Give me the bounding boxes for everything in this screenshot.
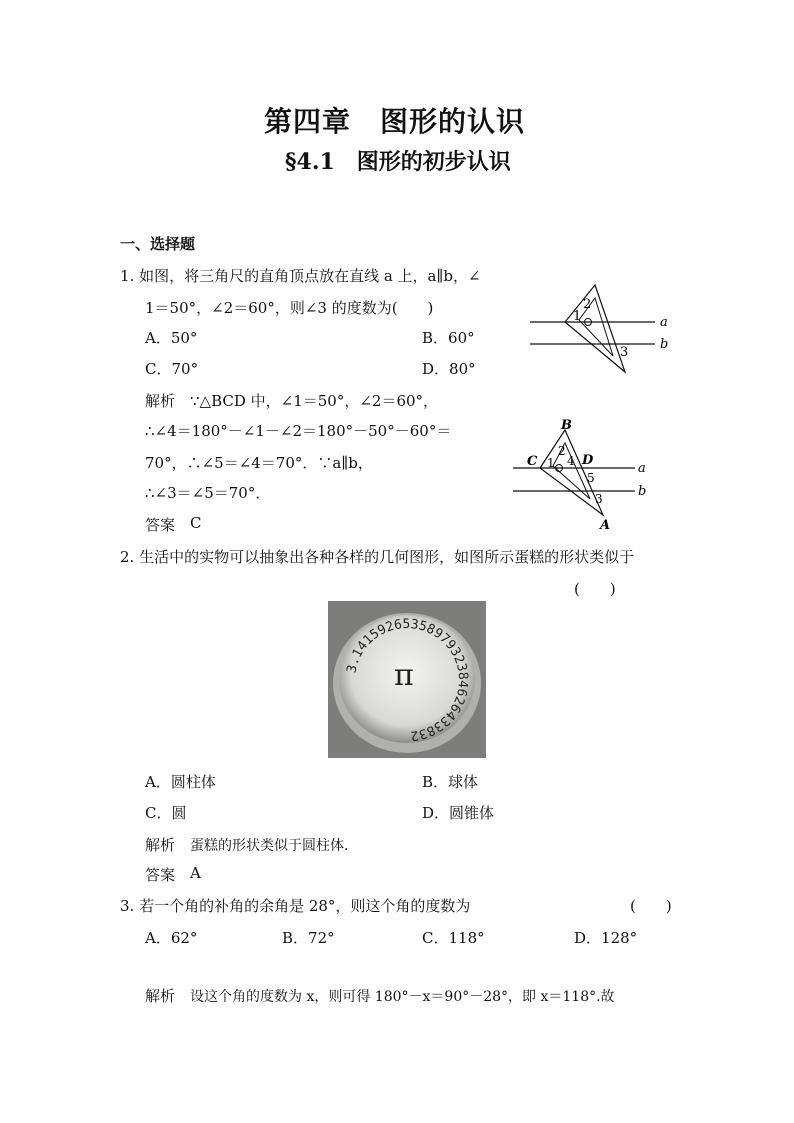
fig1-label-a: a	[660, 315, 668, 330]
q1-analysis-line1: ∵△BCD 中，∠1＝50°，∠2＝60°，	[190, 392, 439, 410]
fig2-angle-1: 1	[547, 456, 555, 470]
q1-option-b: B．60°	[422, 329, 475, 347]
q1-option-d: D．80°	[422, 360, 476, 378]
q2-answer-label: 答案	[145, 866, 176, 884]
q2-option-d: D．圆锥体	[422, 804, 495, 822]
q1-answer-label: 答案	[145, 516, 176, 534]
q3-answer-paren: ( )	[630, 897, 672, 915]
q1-analysis-label: 解析	[145, 392, 176, 410]
q3-option-a: A．62°	[145, 929, 198, 947]
cake-digits: 3.1415926535897932384626433832	[344, 616, 471, 743]
fig2-angle-3: 3	[595, 492, 603, 506]
q2-stem: 2. 生活中的实物可以抽象出各种各样的几何图形，如图所示蛋糕的形状类似于	[120, 548, 635, 566]
q2-analysis-label: 解析	[145, 836, 176, 854]
fig2-angle-4: 4	[567, 454, 575, 468]
fig2-angle-2: 2	[558, 444, 566, 458]
fig2-label-a: a	[638, 461, 646, 476]
q1-option-c: C．70°	[145, 360, 199, 378]
q2-analysis: 蛋糕的形状类似于圆柱体.	[190, 838, 349, 854]
q1-stem-line2: 1＝50°，∠2＝60°，则∠3 的度数为( )	[145, 299, 434, 317]
fig2-label-b: b	[638, 484, 647, 499]
q1-analysis-line2: ∴∠4＝180°－∠1－∠2＝180°－50°－60°＝	[145, 422, 452, 440]
q3-analysis: 设这个角的度数为 x，则可得 180°－x＝90°－28°，即 x＝118°.故	[190, 989, 615, 1005]
cake-photo	[328, 601, 486, 758]
q2-option-a: A．圆柱体	[145, 773, 216, 791]
section-heading: 一、选择题	[120, 235, 196, 253]
q1-analysis-line4: ∴∠3＝∠5＝70°．	[145, 484, 271, 502]
q2-option-c: C．圆	[145, 804, 187, 822]
chapter-title: 第四章 图形的认识	[264, 105, 526, 138]
fig1-angle-2: 2	[583, 297, 592, 312]
fig1-angle-1: 1	[573, 309, 582, 324]
fig2-point-b: B	[561, 418, 572, 433]
fig2-angle-5: 5	[587, 471, 595, 485]
q1-answer: C	[190, 514, 202, 532]
q2-answer-paren: ( )	[574, 580, 616, 598]
q3-option-b: B．72°	[282, 929, 335, 947]
fig1-angle-3: 3	[620, 345, 629, 360]
fig1-label-b: b	[660, 337, 669, 352]
q1-option-a: A．50°	[145, 329, 198, 347]
q2-option-b: B．球体	[422, 773, 479, 791]
q3-analysis-label: 解析	[145, 987, 176, 1005]
cake-illustration	[328, 601, 486, 758]
section-title: §4.1 图形的初步认识	[285, 149, 511, 175]
q1-figure-1	[525, 280, 675, 380]
q1-stem-line1: 1. 如图，将三角尺的直角顶点放在直线 a 上，a∥b，∠	[120, 267, 481, 285]
fig2-point-d: D	[582, 453, 594, 468]
cake-pi-symbol: π	[394, 658, 414, 693]
q1-figure-2	[505, 415, 675, 535]
q2-answer: A	[190, 864, 201, 882]
fig2-point-a: A	[600, 518, 611, 533]
q3-stem: 3. 若一个角的补角的余角是 28°，则这个角的度数为	[120, 897, 471, 915]
q3-option-c: C．118°	[422, 929, 485, 947]
q1-analysis-line3: 70°，∴∠5＝∠4＝70°．∵a∥b，	[145, 454, 373, 472]
fig2-point-c: C	[527, 454, 538, 469]
q3-option-d: D．128°	[574, 929, 638, 947]
